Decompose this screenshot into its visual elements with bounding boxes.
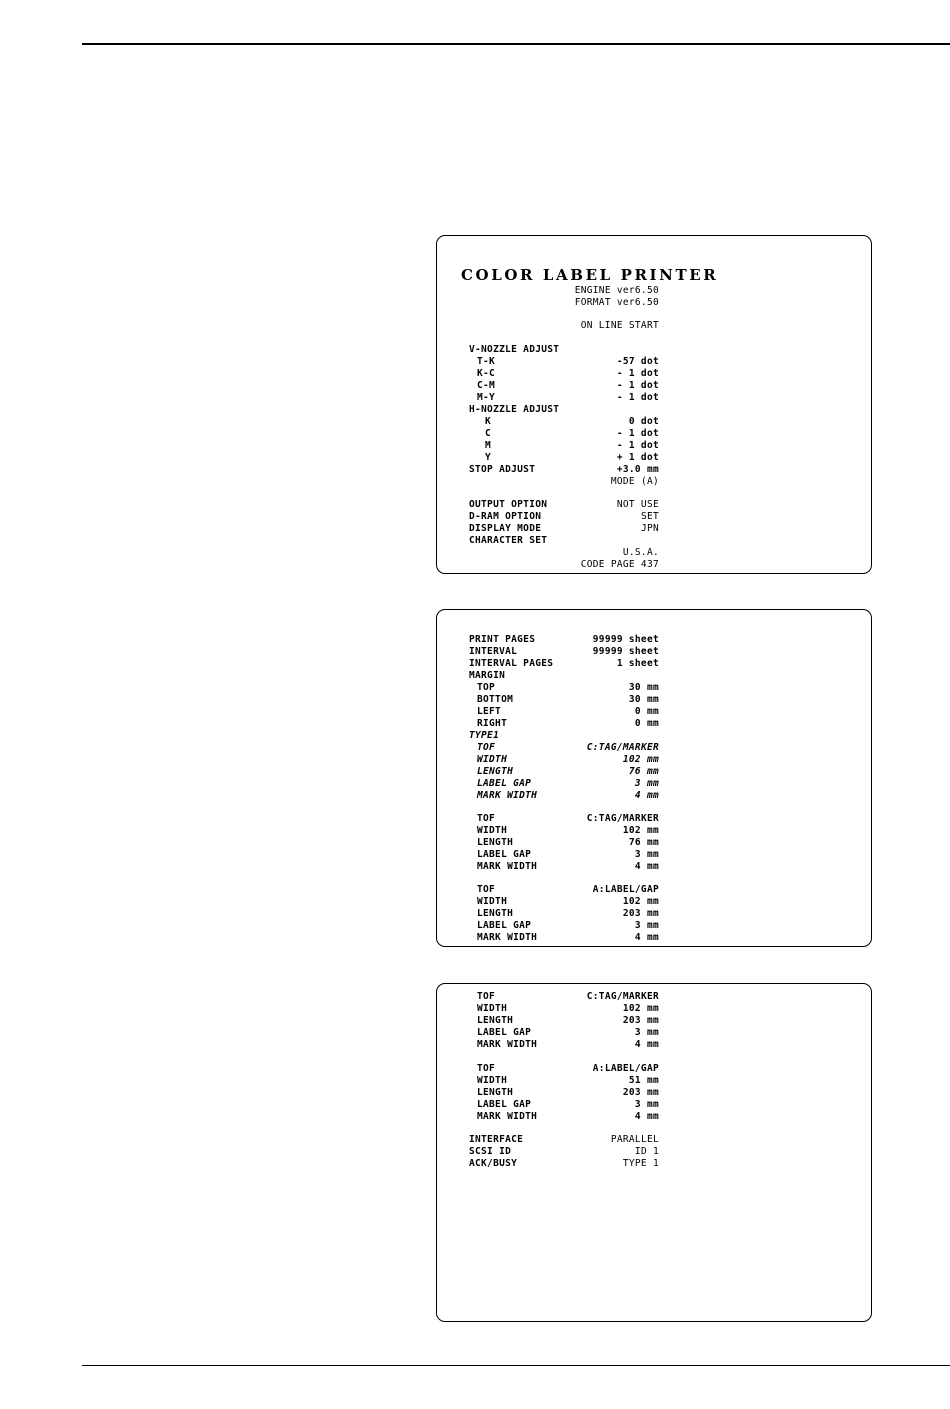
header-rule: [82, 43, 950, 45]
margin-row: LEFT 0 mm: [477, 706, 659, 717]
option-row: DISPLAY MODE JPN: [469, 523, 659, 534]
count-row: PRINT PAGES 99999 sheet: [469, 634, 659, 645]
mode: MODE (A): [610, 476, 659, 487]
v-nozzle-row: K-C - 1 dot: [477, 368, 659, 379]
option-row: D-RAM OPTION SET: [469, 511, 659, 522]
charset-value: U.S.A.: [622, 547, 659, 558]
type-row: TOF A:LABEL/GAP: [477, 884, 659, 895]
v-nozzle-row: M-Y - 1 dot: [477, 392, 659, 403]
type-row: LENGTH 203 mm: [477, 1087, 659, 1098]
type-row: MARK WIDTH 4 mm: [477, 861, 659, 872]
type-row: MARK WIDTH 4 mm: [477, 932, 659, 943]
type1-row: LENGTH 76 mm: [477, 766, 659, 777]
type-row: MARK WIDTH 4 mm: [477, 1111, 659, 1122]
type-row: WIDTH 102 mm: [477, 896, 659, 907]
format-version: FORMAT ver6.50: [574, 297, 659, 308]
type-row: WIDTH 51 mm: [477, 1075, 659, 1086]
type1-row: LABEL GAP 3 mm: [477, 778, 659, 789]
type-row: LABEL GAP 3 mm: [477, 849, 659, 860]
type-row: LENGTH 203 mm: [477, 908, 659, 919]
type-row: LABEL GAP 3 mm: [477, 920, 659, 931]
interface-row: ACK/BUSY TYPE 1: [469, 1158, 659, 1169]
count-row: INTERVAL 99999 sheet: [469, 646, 659, 657]
count-row: INTERVAL PAGES 1 sheet: [469, 658, 659, 669]
margin-row: BOTTOM 30 mm: [477, 694, 659, 705]
type-row: TOF C:TAG/MARKER: [477, 813, 659, 824]
printer-title: COLOR LABEL PRINTER: [461, 266, 719, 284]
type-row: MARK WIDTH 4 mm: [477, 1039, 659, 1050]
v-nozzle-heading: V-NOZZLE ADJUST: [469, 344, 560, 355]
h-nozzle-row: K 0 dot: [485, 416, 659, 427]
type-row: LABEL GAP 3 mm: [477, 1099, 659, 1110]
type1-row: WIDTH 102 mm: [477, 754, 659, 765]
h-nozzle-row: Y + 1 dot: [485, 452, 659, 463]
footer-rule: [82, 1365, 950, 1366]
type1-row: MARK WIDTH 4 mm: [477, 790, 659, 801]
type1-heading: TYPE1: [469, 730, 500, 741]
v-nozzle-row: T-K -57 dot: [477, 356, 659, 367]
margin-row: RIGHT 0 mm: [477, 718, 659, 729]
engine-version: ENGINE ver6.50: [574, 285, 659, 296]
h-nozzle-row: C - 1 dot: [485, 428, 659, 439]
interface-row: SCSI ID ID 1: [469, 1146, 659, 1157]
type-row: TOF A:LABEL/GAP: [477, 1063, 659, 1074]
h-nozzle-heading: H-NOZZLE ADJUST: [469, 404, 560, 415]
interface-row: INTERFACE PARALLEL: [469, 1134, 659, 1145]
type-row: LABEL GAP 3 mm: [477, 1027, 659, 1038]
margin-row: TOP 30 mm: [477, 682, 659, 693]
stop-adjust: STOP ADJUST +3.0 mm: [469, 464, 659, 475]
v-nozzle-row: C-M - 1 dot: [477, 380, 659, 391]
type-row: LENGTH 76 mm: [477, 837, 659, 848]
codepage-value: CODE PAGE 437: [580, 559, 659, 570]
option-row: CHARACTER SET: [469, 535, 548, 546]
type-row: TOF C:TAG/MARKER: [477, 991, 659, 1002]
online-status: ON LINE START: [580, 320, 659, 331]
margin-heading: MARGIN: [469, 670, 506, 681]
type1-row: TOF C:TAG/MARKER: [477, 742, 659, 753]
h-nozzle-row: M - 1 dot: [485, 440, 659, 451]
type-row: LENGTH 203 mm: [477, 1015, 659, 1026]
type-row: WIDTH 102 mm: [477, 825, 659, 836]
option-row: OUTPUT OPTION NOT USE: [469, 499, 659, 510]
type-row: WIDTH 102 mm: [477, 1003, 659, 1014]
